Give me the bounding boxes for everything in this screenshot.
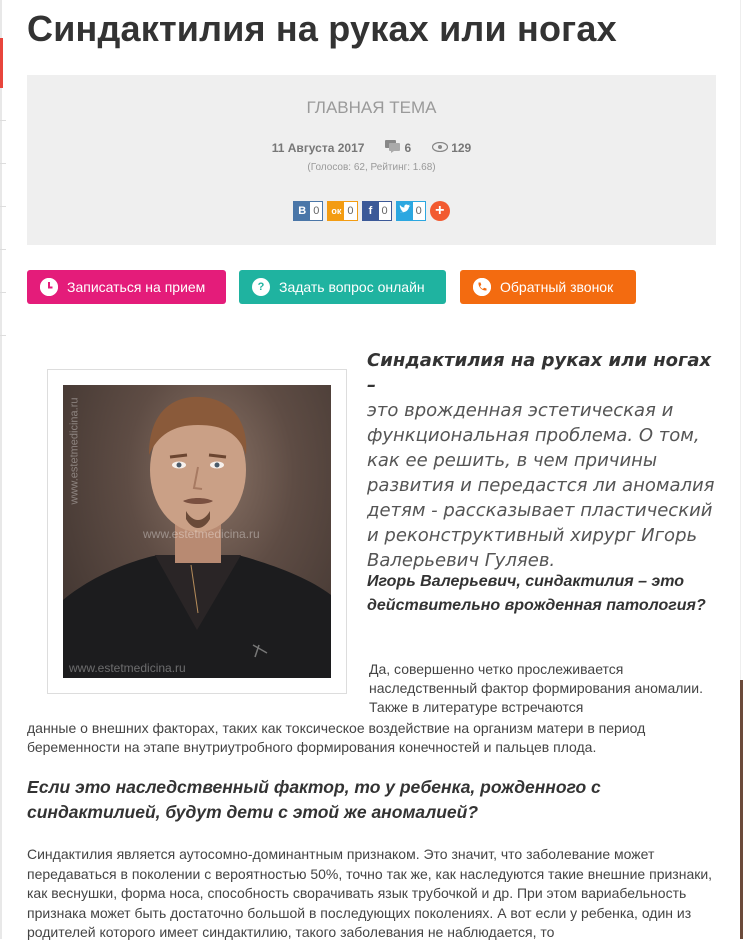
twitter-icon — [397, 202, 413, 220]
page-title: Синдактилия на руках или ногах — [27, 8, 617, 49]
lead-text: это врожденная эстетическая и функциональная проблема. О том, как ее решить, в чем причины развития и передастся ли аномалия детям - рассказывает пластический и реконструктивный хирург Игорь Валерьевич Гуляев. — [367, 400, 715, 571]
photo-watermark-center: www.estetmedicina.ru — [143, 527, 260, 541]
ask-question-label: Задать вопрос онлайн — [279, 279, 425, 295]
comments-icon[interactable] — [385, 140, 401, 156]
share-count: 0 — [415, 205, 422, 217]
share-count: 0 — [347, 205, 354, 217]
share-vk-button[interactable] — [293, 201, 323, 221]
phone-icon — [473, 278, 491, 296]
date: 11 Августа 2017 — [271, 141, 365, 155]
left-accent — [0, 38, 3, 88]
share-twitter-button[interactable] — [396, 201, 426, 221]
ok-icon: ок — [328, 202, 344, 220]
meta-line — [27, 140, 716, 156]
share-buttons — [27, 201, 716, 221]
clock-icon — [40, 278, 58, 296]
share-ok-button[interactable] — [327, 201, 357, 221]
callback-label: Обратный звонок — [500, 279, 614, 295]
photo-watermark-side: www.estetmedicina.ru — [68, 397, 81, 505]
doctor-photo-frame — [47, 369, 347, 694]
share-facebook-button[interactable] — [362, 201, 392, 221]
article-meta-box — [27, 75, 716, 245]
doctor-photo — [63, 385, 331, 678]
photo-watermark-bottom: www.estetmedicina.ru — [69, 661, 186, 675]
article-lead — [367, 348, 722, 573]
rating-text: (Голосов: 62, Рейтинг: 1.68) — [307, 162, 436, 173]
interview-question-2: Если это наследственный фактор, то у ребенка, рожденного с синдактилией, будут дети с этой же аномалией? — [27, 777, 601, 822]
lead-title: Синдактилия на руках или ногах – — [367, 350, 712, 396]
appointment-button[interactable] — [27, 270, 226, 304]
callback-button[interactable] — [460, 270, 636, 304]
share-count: 0 — [381, 205, 388, 217]
share-more-button[interactable]: + — [430, 201, 450, 221]
question-icon: ? — [252, 278, 270, 296]
appointment-label: Записаться на прием — [67, 279, 206, 295]
interview-question-1: Игорь Валерьевич, синдактилия – это действительно врожденная патология? — [367, 573, 706, 614]
comments-count[interactable]: 6 — [404, 141, 412, 155]
vk-icon: B — [294, 202, 310, 220]
category-link[interactable]: ГЛАВНАЯ ТЕМА — [306, 98, 437, 117]
answer-2: Синдактилия является аутосомно-доминантным признаком. Это значит, что заболевание может передаваться в поколении с вероятностью 50%, точно так же, как наследуются такие внешние признаки, как веснушки, форма носа, способность сворачивать язык трубочкой и др. При этом вариабельность признака может быть достаточно большой в последующих поколениях. А вот если у ребенка, один из родителей которого имеет синдактилию, такого заболевания не наблюдается, то — [27, 846, 713, 940]
facebook-icon: f — [363, 202, 379, 220]
views-count: 129 — [451, 141, 472, 155]
answer-1-part-b: данные о внешних факторах, таких как токсическое воздействие на организм матери в период беременности на этапе внутриутробного формирования конечностей и пальцев плода. — [27, 720, 646, 755]
eye-icon — [432, 141, 448, 155]
left-ticks — [0, 120, 6, 378]
answer-1-part-a: Да, совершенно четко прослеживается наследственный фактор формирования аномалии. Также в литературе встречаются — [369, 661, 703, 715]
ask-question-button[interactable] — [239, 270, 446, 304]
share-count: 0 — [313, 205, 320, 217]
